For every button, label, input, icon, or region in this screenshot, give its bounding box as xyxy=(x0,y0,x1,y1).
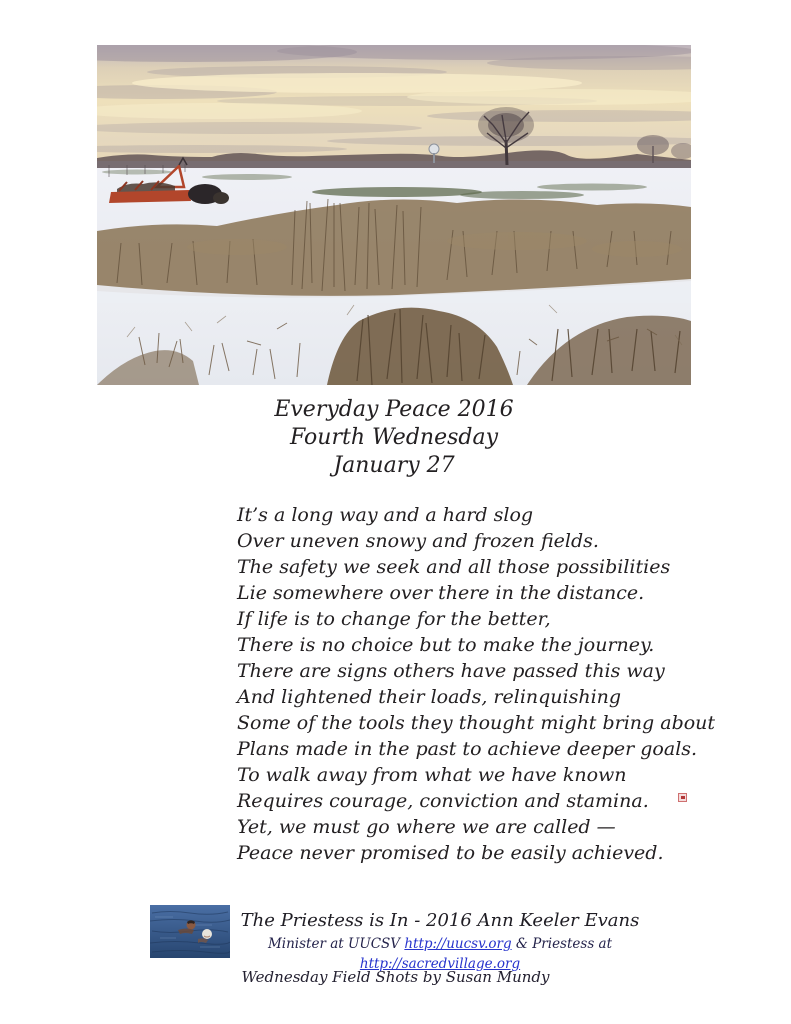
priestess-label: & Priestess at xyxy=(511,936,613,952)
post-title xyxy=(97,396,691,480)
poem-line: Peace never promised to be easily achieved. xyxy=(237,842,664,864)
poem-line: Lie somewhere over there in the distance. xyxy=(237,582,645,604)
poem-line: And lightened their loads, relinquishing xyxy=(237,686,622,708)
poem-line: It’s a long way and a hard slog xyxy=(237,504,534,526)
swimmers-photo xyxy=(150,905,230,958)
poem-line: Plans made in the past to achieve deeper goals. xyxy=(237,738,698,760)
title-line-2: Fourth Wednesday xyxy=(289,425,499,450)
poem-line: There are signs others have passed this way xyxy=(237,660,665,682)
footer-text-block xyxy=(225,908,655,974)
hero-photo xyxy=(97,45,691,385)
poem xyxy=(237,502,717,866)
poem-line: If life is to change for the better, xyxy=(237,608,551,630)
winter-field-illustration xyxy=(97,45,691,385)
marker-inner-glyph xyxy=(681,796,685,799)
poem-line: To walk away from what we have known xyxy=(237,764,627,786)
poem-line: Yet, we must go where we are called — xyxy=(237,816,616,838)
poem-line: Over uneven snowy and frozen fields. xyxy=(237,530,599,552)
footer-byline: The Priestess is In - 2016 Ann Keeler Evans xyxy=(240,910,640,931)
uucsv-link[interactable]: http://uucsv.org xyxy=(404,936,512,952)
minister-label: Minister at UUCSV xyxy=(267,936,405,952)
sacredvillage-link[interactable]: http://sacredvillage.org xyxy=(359,956,521,972)
title-line-1: Everyday Peace 2016 xyxy=(274,397,514,422)
poem-line: There is no choice but to make the journey. xyxy=(237,634,655,656)
swimmers-illustration xyxy=(150,905,230,958)
broken-object-marker-icon xyxy=(678,793,687,802)
poem-line: The safety we seek and all those possibilities xyxy=(237,556,671,578)
title-line-3: January 27 xyxy=(333,453,455,478)
photo-credit: Wednesday Field Shots by Susan Mundy xyxy=(241,968,550,986)
poem-line: Some of the tools they thought might bring about xyxy=(237,712,716,734)
poem-line: Requires courage, conviction and stamina. xyxy=(237,790,649,812)
